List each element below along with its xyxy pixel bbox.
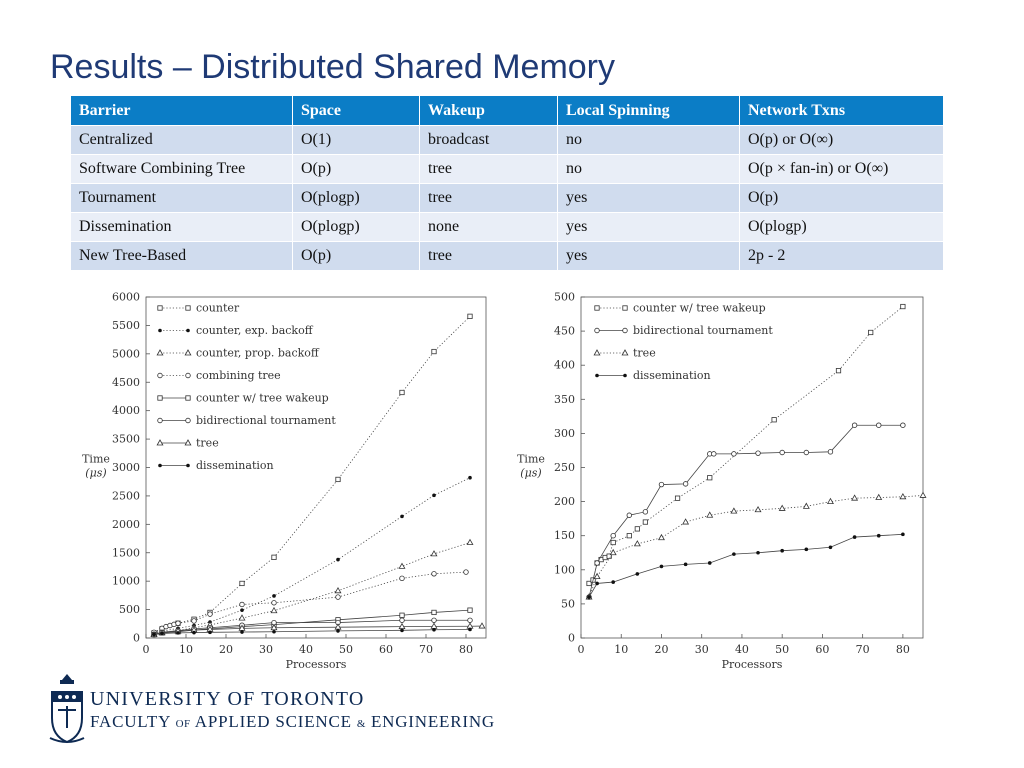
- data-point-dissemination: [468, 628, 472, 632]
- y-tick-label: 5500: [112, 318, 140, 332]
- data-point-counter-prop-backoff: [239, 615, 245, 620]
- data-point-counter-w-tree-wakeup: [868, 330, 872, 334]
- data-point-bidirectional-tournament: [659, 482, 664, 487]
- data-point-bidirectional-tournament: [876, 423, 881, 428]
- y-tick-label: 400: [554, 358, 575, 372]
- data-point-dissemination: [853, 535, 857, 539]
- table-cell: O(plogp): [293, 213, 420, 242]
- legend-marker-bidirectional-tournament: [623, 328, 628, 333]
- data-point-combining-tree: [272, 600, 277, 605]
- data-point-tree: [779, 505, 785, 510]
- table-cell: 2p - 2: [740, 242, 944, 271]
- data-point-tree: [399, 624, 405, 629]
- data-point-dissemination: [877, 534, 881, 538]
- data-point-bidirectional-tournament: [400, 618, 405, 623]
- data-point-combining-tree: [192, 619, 197, 624]
- x-tick-label: 70: [419, 643, 433, 656]
- y-tick-label: 100: [554, 563, 575, 577]
- data-point-dissemination: [829, 545, 833, 549]
- y-tick-label: 50: [561, 597, 575, 611]
- data-point-counter: [240, 581, 244, 585]
- y-tick-label: 3500: [112, 432, 140, 446]
- faculty-name-part: ENGINEERING: [370, 712, 495, 731]
- data-point-bidirectional-tournament: [901, 423, 906, 428]
- data-point-dissemination: [636, 572, 640, 576]
- table-cell: O(p) or O(∞): [740, 126, 944, 155]
- data-point-dissemination: [160, 632, 164, 636]
- y-tick-label: 250: [554, 461, 575, 474]
- x-tick-label: 40: [299, 643, 313, 656]
- y-tick-label: 5000: [112, 347, 140, 361]
- x-tick-label: 20: [219, 643, 233, 656]
- data-point-bidirectional-tournament: [852, 423, 857, 428]
- x-tick-label: 0: [577, 643, 585, 656]
- y-tick-label: 4000: [112, 404, 140, 418]
- table-header-row: [71, 96, 944, 126]
- data-point-counter-exp-backoff: [240, 608, 244, 612]
- x-tick-label: 30: [694, 643, 709, 656]
- data-point-dissemination: [240, 630, 244, 634]
- table-row: [71, 242, 944, 271]
- table-cell: New Tree-Based: [71, 242, 293, 271]
- table-cell: broadcast: [420, 126, 558, 155]
- data-point-tree: [731, 508, 737, 513]
- data-point-counter-prop-backoff: [335, 588, 341, 593]
- data-point-bidirectional-tournament: [711, 452, 716, 457]
- data-point-counter-w-tree-wakeup: [772, 418, 776, 422]
- data-point-counter-exp-backoff: [336, 558, 340, 562]
- data-point-counter-prop-backoff: [271, 608, 277, 613]
- legend-marker-tree: [157, 440, 163, 445]
- legend-marker-counter-exp-backoff: [158, 329, 162, 333]
- table-cell: yes: [558, 213, 740, 242]
- data-point-tree: [479, 623, 485, 628]
- table-row: [71, 126, 944, 155]
- data-point-counter-w-tree-wakeup: [432, 610, 436, 614]
- x-tick-label: 30: [259, 643, 273, 656]
- y-tick-label: 6000: [112, 290, 140, 304]
- table-cell: no: [558, 126, 740, 155]
- data-point-counter-w-tree-wakeup: [627, 534, 631, 538]
- legend-label-tree: tree: [196, 436, 219, 450]
- data-point-combining-tree: [336, 595, 341, 600]
- x-tick-label: 60: [815, 643, 830, 656]
- data-point-combining-tree: [400, 576, 405, 581]
- table-cell: O(p): [293, 155, 420, 184]
- data-point-dissemination: [611, 580, 615, 584]
- data-point-dissemination: [587, 595, 591, 599]
- data-point-combining-tree: [432, 571, 437, 576]
- data-point-bidirectional-tournament: [732, 452, 737, 457]
- data-point-tree: [335, 624, 341, 629]
- legend-marker-dissemination: [595, 374, 599, 378]
- data-point-bidirectional-tournament: [683, 482, 688, 487]
- legend-label-tree: tree: [633, 346, 656, 360]
- x-tick-label: 50: [775, 643, 790, 656]
- legend-marker-counter-prop-backoff: [185, 350, 191, 355]
- data-point-bidirectional-tournament: [643, 510, 648, 515]
- y-axis-unit: (μs): [85, 466, 107, 480]
- legend-label-dissemination: dissemination: [196, 459, 274, 472]
- data-point-dissemination: [432, 628, 436, 632]
- data-point-dissemination: [660, 565, 664, 569]
- y-tick-label: 200: [554, 495, 575, 509]
- y-axis-label: Time: [517, 452, 545, 466]
- table-cell: O(p): [293, 242, 420, 271]
- x-tick-label: 10: [179, 643, 193, 656]
- faculty-name: [90, 711, 495, 735]
- legend-marker-tree: [185, 440, 191, 445]
- data-point-dissemination: [336, 629, 340, 633]
- y-axis-unit: (μs): [520, 466, 542, 480]
- legend-marker-bidirectional-tournament: [595, 328, 600, 333]
- table-cell: Tournament: [71, 184, 293, 213]
- legend-marker-combining-tree: [186, 373, 191, 378]
- data-point-counter-exp-backoff: [272, 594, 276, 598]
- faculty-name-of: OF: [175, 718, 191, 730]
- y-tick-label: 300: [554, 426, 575, 440]
- y-tick-label: 1000: [112, 574, 140, 588]
- data-point-bidirectional-tournament: [756, 451, 761, 456]
- data-point-tree: [467, 623, 473, 628]
- y-tick-label: 500: [554, 290, 575, 304]
- y-axis-label: Time: [82, 452, 110, 466]
- series-line-combining-tree: [154, 572, 466, 632]
- series-line-counter-exp-backoff: [154, 478, 470, 634]
- data-point-tree: [900, 494, 906, 499]
- y-tick-label: 2000: [112, 517, 140, 531]
- data-point-tree: [920, 492, 926, 497]
- table-cell: tree: [420, 184, 558, 213]
- series-line-counter: [154, 316, 470, 633]
- table-cell: O(plogp): [740, 213, 944, 242]
- data-point-counter: [468, 314, 472, 318]
- data-point-dissemination: [152, 633, 156, 637]
- legend-marker-counter-exp-backoff: [186, 329, 190, 333]
- data-point-counter-exp-backoff: [468, 476, 472, 480]
- x-tick-label: 10: [614, 643, 629, 656]
- data-point-tree: [852, 495, 858, 500]
- data-point-tree: [635, 541, 641, 546]
- legend-marker-dissemination: [158, 464, 162, 468]
- legend-marker-counter-prop-backoff: [157, 350, 163, 355]
- table-cell: tree: [420, 155, 558, 184]
- y-tick-label: 4500: [112, 375, 140, 389]
- legend-marker-tree: [622, 350, 628, 355]
- data-point-tree: [594, 574, 600, 579]
- data-point-dissemination: [400, 629, 404, 633]
- data-point-counter-prop-backoff: [467, 540, 473, 545]
- data-point-dissemination: [708, 561, 712, 565]
- y-tick-label: 0: [133, 631, 140, 645]
- x-tick-label: 70: [855, 643, 870, 656]
- legend-marker-dissemination: [623, 374, 627, 378]
- table-cell: O(p): [740, 184, 944, 213]
- legend-label-counter-w-tree-wakeup: counter w/ tree wakeup: [196, 391, 329, 405]
- chart-left-barrier-times: [60, 285, 500, 685]
- data-point-dissemination: [756, 551, 760, 555]
- data-point-counter-w-tree-wakeup: [901, 304, 905, 308]
- table-row: [71, 155, 944, 184]
- data-point-bidirectional-tournament: [432, 618, 437, 623]
- table-cell: Software Combining Tree: [71, 155, 293, 184]
- barrier-comparison-table: [70, 95, 944, 271]
- data-point-counter-w-tree-wakeup: [468, 608, 472, 612]
- table-row: [71, 184, 944, 213]
- y-tick-label: 500: [119, 603, 140, 617]
- table-cell: yes: [558, 242, 740, 271]
- y-tick-label: 1500: [112, 546, 140, 560]
- data-point-dissemination: [732, 552, 736, 556]
- header-wakeup: Wakeup: [420, 96, 558, 126]
- legend-marker-counter-w-tree-wakeup: [595, 306, 599, 310]
- legend-marker-dissemination: [186, 464, 190, 468]
- legend-label-bidirectional-tournament: bidirectional tournament: [633, 324, 773, 337]
- header-local-spinning: Local Spinning: [558, 96, 740, 126]
- data-point-counter: [432, 349, 436, 353]
- legend-marker-bidirectional-tournament: [186, 418, 191, 423]
- y-tick-label: 350: [554, 392, 575, 406]
- data-point-tree: [659, 535, 665, 540]
- legend-label-counter: counter: [196, 301, 240, 315]
- data-point-dissemination: [176, 631, 180, 635]
- y-tick-label: 450: [554, 324, 575, 338]
- table-row: [71, 213, 944, 242]
- y-tick-label: 2500: [112, 489, 140, 503]
- legend-label-combining-tree: combining tree: [196, 369, 281, 382]
- data-point-tree: [431, 623, 437, 628]
- legend-marker-counter-w-tree-wakeup: [623, 306, 627, 310]
- x-tick-label: 60: [379, 643, 393, 656]
- y-tick-label: 3000: [112, 461, 140, 474]
- data-point-combining-tree: [208, 612, 213, 617]
- legend-marker-counter-w-tree-wakeup: [186, 396, 190, 400]
- legend-label-counter-exp-backoff: counter, exp. backoff: [196, 324, 313, 337]
- table-cell: tree: [420, 242, 558, 271]
- x-tick-label: 50: [339, 643, 353, 656]
- data-point-dissemination: [901, 533, 905, 537]
- table-cell: O(1): [293, 126, 420, 155]
- data-point-bidirectional-tournament: [828, 450, 833, 455]
- header-network-txns: Network Txns: [740, 96, 944, 126]
- data-point-combining-tree: [176, 621, 181, 626]
- x-axis-label: Processors: [285, 658, 347, 671]
- series-line-dissemination: [154, 629, 470, 634]
- x-tick-label: 80: [459, 643, 473, 656]
- legend-marker-counter: [186, 306, 190, 310]
- y-tick-label: 150: [554, 529, 575, 543]
- legend-label-counter-w-tree-wakeup: counter w/ tree wakeup: [633, 301, 766, 315]
- legend-marker-counter-w-tree-wakeup: [158, 396, 162, 400]
- faculty-name-part: FACULTY: [90, 712, 171, 731]
- data-point-counter: [400, 390, 404, 394]
- legend-label-counter-prop-backoff: counter, prop. backoff: [196, 346, 319, 360]
- data-point-bidirectional-tournament: [611, 533, 616, 538]
- data-point-dissemination: [780, 549, 784, 553]
- data-point-bidirectional-tournament: [468, 618, 473, 623]
- table-cell: Dissemination: [71, 213, 293, 242]
- chart-right-barrier-times: [505, 285, 935, 685]
- legend-marker-combining-tree: [158, 373, 163, 378]
- slide-title: Results – Distributed Shared Memory: [50, 48, 616, 86]
- legend-marker-tree: [594, 350, 600, 355]
- legend-marker-bidirectional-tournament: [158, 418, 163, 423]
- legend-label-bidirectional-tournament: bidirectional tournament: [196, 414, 336, 427]
- table-cell: O(p × fan-in) or O(∞): [740, 155, 944, 184]
- data-point-counter-w-tree-wakeup: [708, 476, 712, 480]
- data-point-combining-tree: [464, 570, 469, 575]
- legend-label-dissemination: dissemination: [633, 369, 711, 382]
- data-point-counter: [272, 555, 276, 559]
- data-point-bidirectional-tournament: [595, 561, 600, 566]
- table-cell: yes: [558, 184, 740, 213]
- table-cell: O(plogp): [293, 184, 420, 213]
- data-point-counter-w-tree-wakeup: [675, 496, 679, 500]
- data-point-counter-prop-backoff: [431, 551, 437, 556]
- header-barrier: Barrier: [71, 96, 293, 126]
- header-space: Space: [293, 96, 420, 126]
- table-cell: Centralized: [71, 126, 293, 155]
- data-point-counter: [336, 477, 340, 481]
- data-point-counter-exp-backoff: [432, 494, 436, 498]
- x-tick-label: 0: [142, 643, 150, 656]
- university-name: UNIVERSITY OF TORONTO: [90, 688, 365, 710]
- table-cell: no: [558, 155, 740, 184]
- data-point-bidirectional-tournament: [780, 450, 785, 455]
- data-point-counter-exp-backoff: [400, 515, 404, 519]
- x-tick-label: 40: [734, 643, 749, 656]
- faculty-name-amp: &: [356, 718, 366, 730]
- data-point-dissemination: [684, 563, 688, 567]
- data-point-combining-tree: [240, 602, 245, 607]
- x-tick-label: 20: [654, 643, 669, 656]
- data-point-dissemination: [595, 582, 599, 586]
- y-tick-label: 0: [568, 631, 575, 645]
- data-point-dissemination: [805, 548, 809, 552]
- data-point-counter-w-tree-wakeup: [836, 368, 840, 372]
- x-tick-label: 80: [895, 643, 910, 656]
- data-point-tree: [876, 495, 882, 500]
- data-point-tree: [610, 550, 616, 555]
- series-line-bidirectional-tournament: [589, 425, 903, 597]
- data-point-bidirectional-tournament: [627, 513, 632, 518]
- data-point-counter-w-tree-wakeup: [400, 613, 404, 617]
- data-point-counter-w-tree-wakeup: [611, 540, 615, 544]
- data-point-bidirectional-tournament: [804, 450, 809, 455]
- data-point-tree: [804, 503, 810, 508]
- data-point-dissemination: [208, 631, 212, 635]
- university-crest-icon: [46, 672, 88, 748]
- faculty-name-part: APPLIED SCIENCE: [194, 712, 352, 731]
- data-point-counter-w-tree-wakeup: [643, 520, 647, 524]
- data-point-dissemination: [272, 630, 276, 634]
- table-cell: none: [420, 213, 558, 242]
- data-point-dissemination: [192, 631, 196, 635]
- data-point-counter-w-tree-wakeup: [635, 527, 639, 531]
- x-axis-label: Processors: [721, 658, 783, 671]
- legend-marker-counter: [158, 306, 162, 310]
